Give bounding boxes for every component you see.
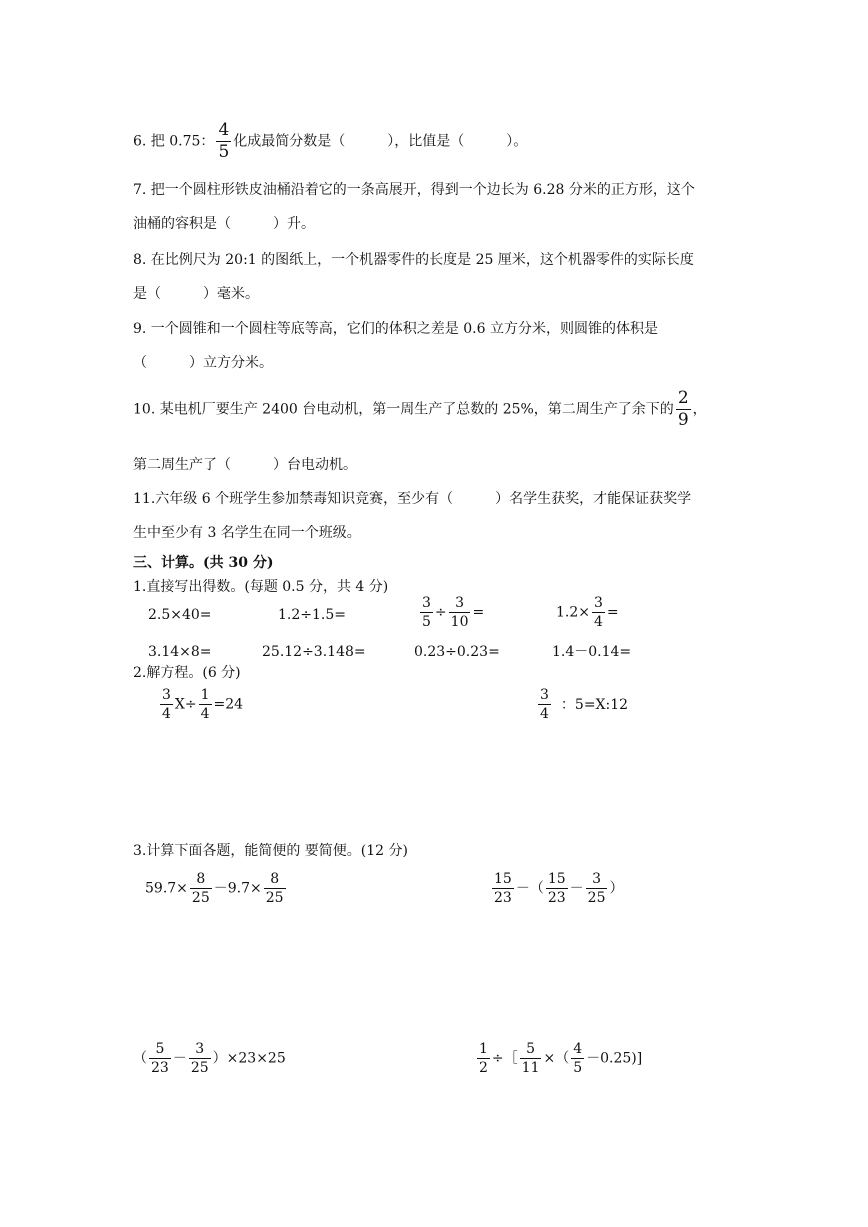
calc-item: 2.5×40= bbox=[148, 607, 212, 623]
question-7-line-2: 油桶的容积是（ ）升。 bbox=[133, 216, 315, 232]
calc-item: 3.14×8= bbox=[148, 644, 212, 660]
calc-item: 1.4－0.14= bbox=[552, 644, 632, 660]
fraction: $\frac{3}{4}$ bbox=[540, 687, 549, 722]
part-1-title: 1.直接写出得数。(每题 0.5 分，共 4 分) bbox=[133, 579, 389, 595]
expression-1: 59.7× $\frac{8}{25}$ －9.7× $\frac{8}{25}$ bbox=[145, 871, 284, 906]
fraction: $\frac{3}{4}$ bbox=[162, 687, 171, 722]
fraction: $\frac{8}{25}$ bbox=[191, 871, 210, 906]
equation-2: $\frac{3}{4}$ ：5=X:12 bbox=[540, 687, 629, 722]
fraction: $\frac{3}{25}$ bbox=[190, 1041, 209, 1076]
question-11-line-1: 11.六年级 6 个班学生参加禁毒知识竞赛，至少有（ ）名学生获奖，才能保证获奖学 bbox=[133, 491, 692, 507]
fraction: $\frac{4}{5}$ bbox=[573, 1041, 583, 1076]
fraction: $\frac{3}{5}$ bbox=[422, 595, 431, 630]
part-2-title: 2.解方程。(6 分) bbox=[133, 665, 241, 681]
fraction: $\frac{1}{4}$ bbox=[200, 687, 210, 722]
calc-item: 1.2× $\frac{3}{4}$ = bbox=[556, 595, 619, 630]
question-10-line-2: 第二周生产了（ ）台电动机。 bbox=[133, 457, 357, 473]
expression-4: $\frac{1}{2}$ ÷［ $\frac{5}{11}$ ×（ $\frac{4}{5}$ －0.25)] bbox=[479, 1041, 643, 1076]
fraction: $\frac{1}{2}$ bbox=[479, 1041, 488, 1076]
question-6: 6. 把 0.75： $\frac{4}{5}$ 化成最简分数是（ ），比值是（ ）。 bbox=[133, 120, 528, 162]
calc-item: 1.2÷1.5= bbox=[278, 607, 346, 623]
fraction: $\frac{8}{25}$ bbox=[265, 871, 284, 906]
expression-2: $\frac{15}{23}$ －（ $\frac{15}{23}$ － $\frac{3}{25}$ ） bbox=[494, 871, 624, 906]
fraction: $\frac{5}{11}$ bbox=[521, 1041, 540, 1076]
fraction: $\frac{3}{25}$ bbox=[587, 871, 606, 906]
expression-3: （ $\frac{5}{23}$ － $\frac{3}{25}$ ）×23×25 bbox=[133, 1041, 286, 1076]
calc-item: 25.12÷3.148= bbox=[262, 644, 366, 660]
equation-1: $\frac{3}{4}$ X÷ $\frac{1}{4}$ =24 bbox=[162, 687, 244, 722]
question-8-line-2: 是（ ）毫米。 bbox=[133, 286, 259, 302]
calc-item: $\frac{3}{5}$ ÷ $\frac{3}{10}$ = bbox=[422, 595, 485, 630]
fraction: $\frac{3}{10}$ bbox=[450, 595, 469, 630]
fraction: $\frac{5}{23}$ bbox=[151, 1041, 169, 1076]
fraction: $\frac{2}{9}$ bbox=[677, 388, 689, 430]
part-3-title: 3.计算下面各题，能简便的 要简便。(12 分) bbox=[133, 843, 408, 859]
section-heading: 三、计算。(共 30 分) bbox=[133, 555, 274, 571]
question-8-line-1: 8. 在比例尺为 20:1 的图纸上，一个机器零件的长度是 25 厘米，这个机器零件的实际长度 bbox=[133, 252, 694, 268]
question-10-line-1: 10. 某电机厂要生产 2400 台电动机，第一周生产了总数的 25%，第二周生产了余下的 $\frac{2}{9}$ ， bbox=[133, 388, 707, 430]
question-7-line-1: 7. 把一个圆柱形铁皮油桶沿着它的一条高展开，得到一个边长为 6.28 分米的正方形，这个 bbox=[133, 182, 695, 198]
fraction: $\frac{15}{23}$ bbox=[494, 871, 512, 906]
question-9-line-2: （ ）立方分米。 bbox=[133, 355, 273, 371]
fraction: $\frac{4}{5}$ bbox=[218, 120, 230, 162]
fraction: $\frac{3}{4}$ bbox=[594, 595, 603, 630]
calc-item: 0.23÷0.23= bbox=[414, 644, 500, 660]
fraction: $\frac{15}{23}$ bbox=[547, 871, 566, 906]
question-9-line-1: 9. 一个圆锥和一个圆柱等底等高，它们的体积之差是 0.6 立方分米，则圆锥的体积是 bbox=[133, 321, 658, 337]
question-11-line-2: 生中至少有 3 名学生在同一个班级。 bbox=[133, 525, 361, 541]
